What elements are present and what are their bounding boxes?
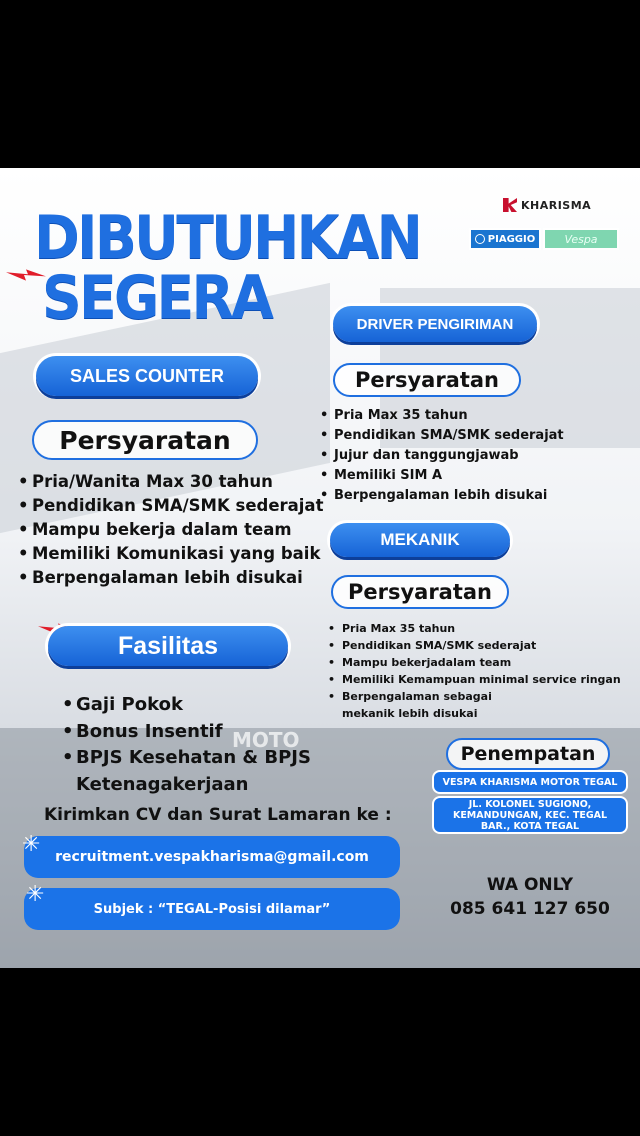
- list-item: • Pria/Wanita Max 30 tahun: [18, 470, 323, 494]
- mekanik-req-title: Persyaratan: [331, 575, 509, 609]
- kharisma-logo-icon: [503, 198, 517, 212]
- list-item: • Pendidikan SMA/SMK sederajat: [18, 494, 323, 518]
- list-item: • Mampu bekerjadalam team: [328, 654, 621, 671]
- placement-title: Penempatan: [446, 738, 610, 770]
- list-item: • Pria Max 35 tahun: [328, 620, 621, 637]
- fasilitas-title: Fasilitas: [48, 626, 288, 666]
- kharisma-logo: KHARISMA: [503, 198, 591, 212]
- list-item: • Bonus Insentif: [62, 719, 311, 746]
- wa-number[interactable]: 085 641 127 650: [450, 899, 610, 919]
- list-item: • Memiliki Komunikasi yang baik: [18, 542, 323, 566]
- list-item: • Memiliki Kemampuan minimal service ringan: [328, 671, 621, 688]
- background-shop-sign: MOTO: [232, 728, 300, 752]
- list-item: • Pendidikan SMA/SMK sederajat: [328, 637, 621, 654]
- list-item: • Pendidikan SMA/SMK sederajat: [320, 426, 564, 446]
- email-address: recruitment.vespakharisma@gmail.com: [55, 849, 369, 865]
- apply-label: Kirimkan CV dan Surat Lamaran ke :: [44, 805, 392, 825]
- vespa-logo: Vespa: [543, 228, 619, 250]
- piaggio-logo: PIAGGIO: [469, 228, 541, 250]
- headline-line2: SEGERA: [42, 263, 272, 333]
- subject-text: Subjek : “TEGAL-Posisi dilamar”: [93, 901, 331, 917]
- driver-req-title: Persyaratan: [333, 363, 521, 397]
- driver-req-list: [320, 406, 564, 506]
- list-item: • Mampu bekerja dalam team: [18, 518, 323, 542]
- list-item: • Berpengalaman lebih disukai: [320, 486, 564, 506]
- list-item: • BPJS Kesehatan & BPJS: [62, 745, 311, 772]
- driver-title: DRIVER PENGIRIMAN: [333, 306, 537, 342]
- list-item: • Berpengalaman sebagai: [328, 688, 621, 705]
- list-item: • Berpengalaman lebih disukai: [18, 566, 323, 590]
- sparkle-icon: ✳: [26, 882, 45, 907]
- email-pill[interactable]: [24, 836, 400, 878]
- sales-counter-title: SALES COUNTER: [36, 356, 258, 396]
- list-item-continued: mekanik lebih disukai: [342, 707, 478, 720]
- mekanik-title: MEKANIK: [330, 523, 510, 557]
- list-item: • Gaji Pokok: [62, 692, 311, 719]
- subject-pill: [24, 888, 400, 930]
- list-item: • Memiliki SIM A: [320, 466, 564, 486]
- fasilitas-list: [62, 692, 311, 798]
- sparkle-icon: ✳: [22, 832, 41, 857]
- sales-req-list: [18, 470, 323, 590]
- job-poster: [0, 168, 640, 968]
- dealer-name: VESPA KHARISMA MOTOR TEGAL: [434, 772, 626, 792]
- mekanik-req-list: [328, 620, 621, 722]
- piaggio-icon: [475, 234, 485, 244]
- list-item: • Jujur dan tanggungjawab: [320, 446, 564, 466]
- headline-line1: DIBUTUHKAN: [34, 203, 421, 273]
- list-item: • Pria Max 35 tahun: [320, 406, 564, 426]
- list-item-continued: Ketenagakerjaan: [76, 773, 249, 795]
- dealer-address: JL. KOLONEL SUGIONO, KEMANDUNGAN, KEC. TEGAL BAR., KOTA TEGAL: [434, 798, 626, 832]
- sales-req-title: Persyaratan: [32, 420, 258, 460]
- wa-label: WA ONLY: [486, 875, 574, 895]
